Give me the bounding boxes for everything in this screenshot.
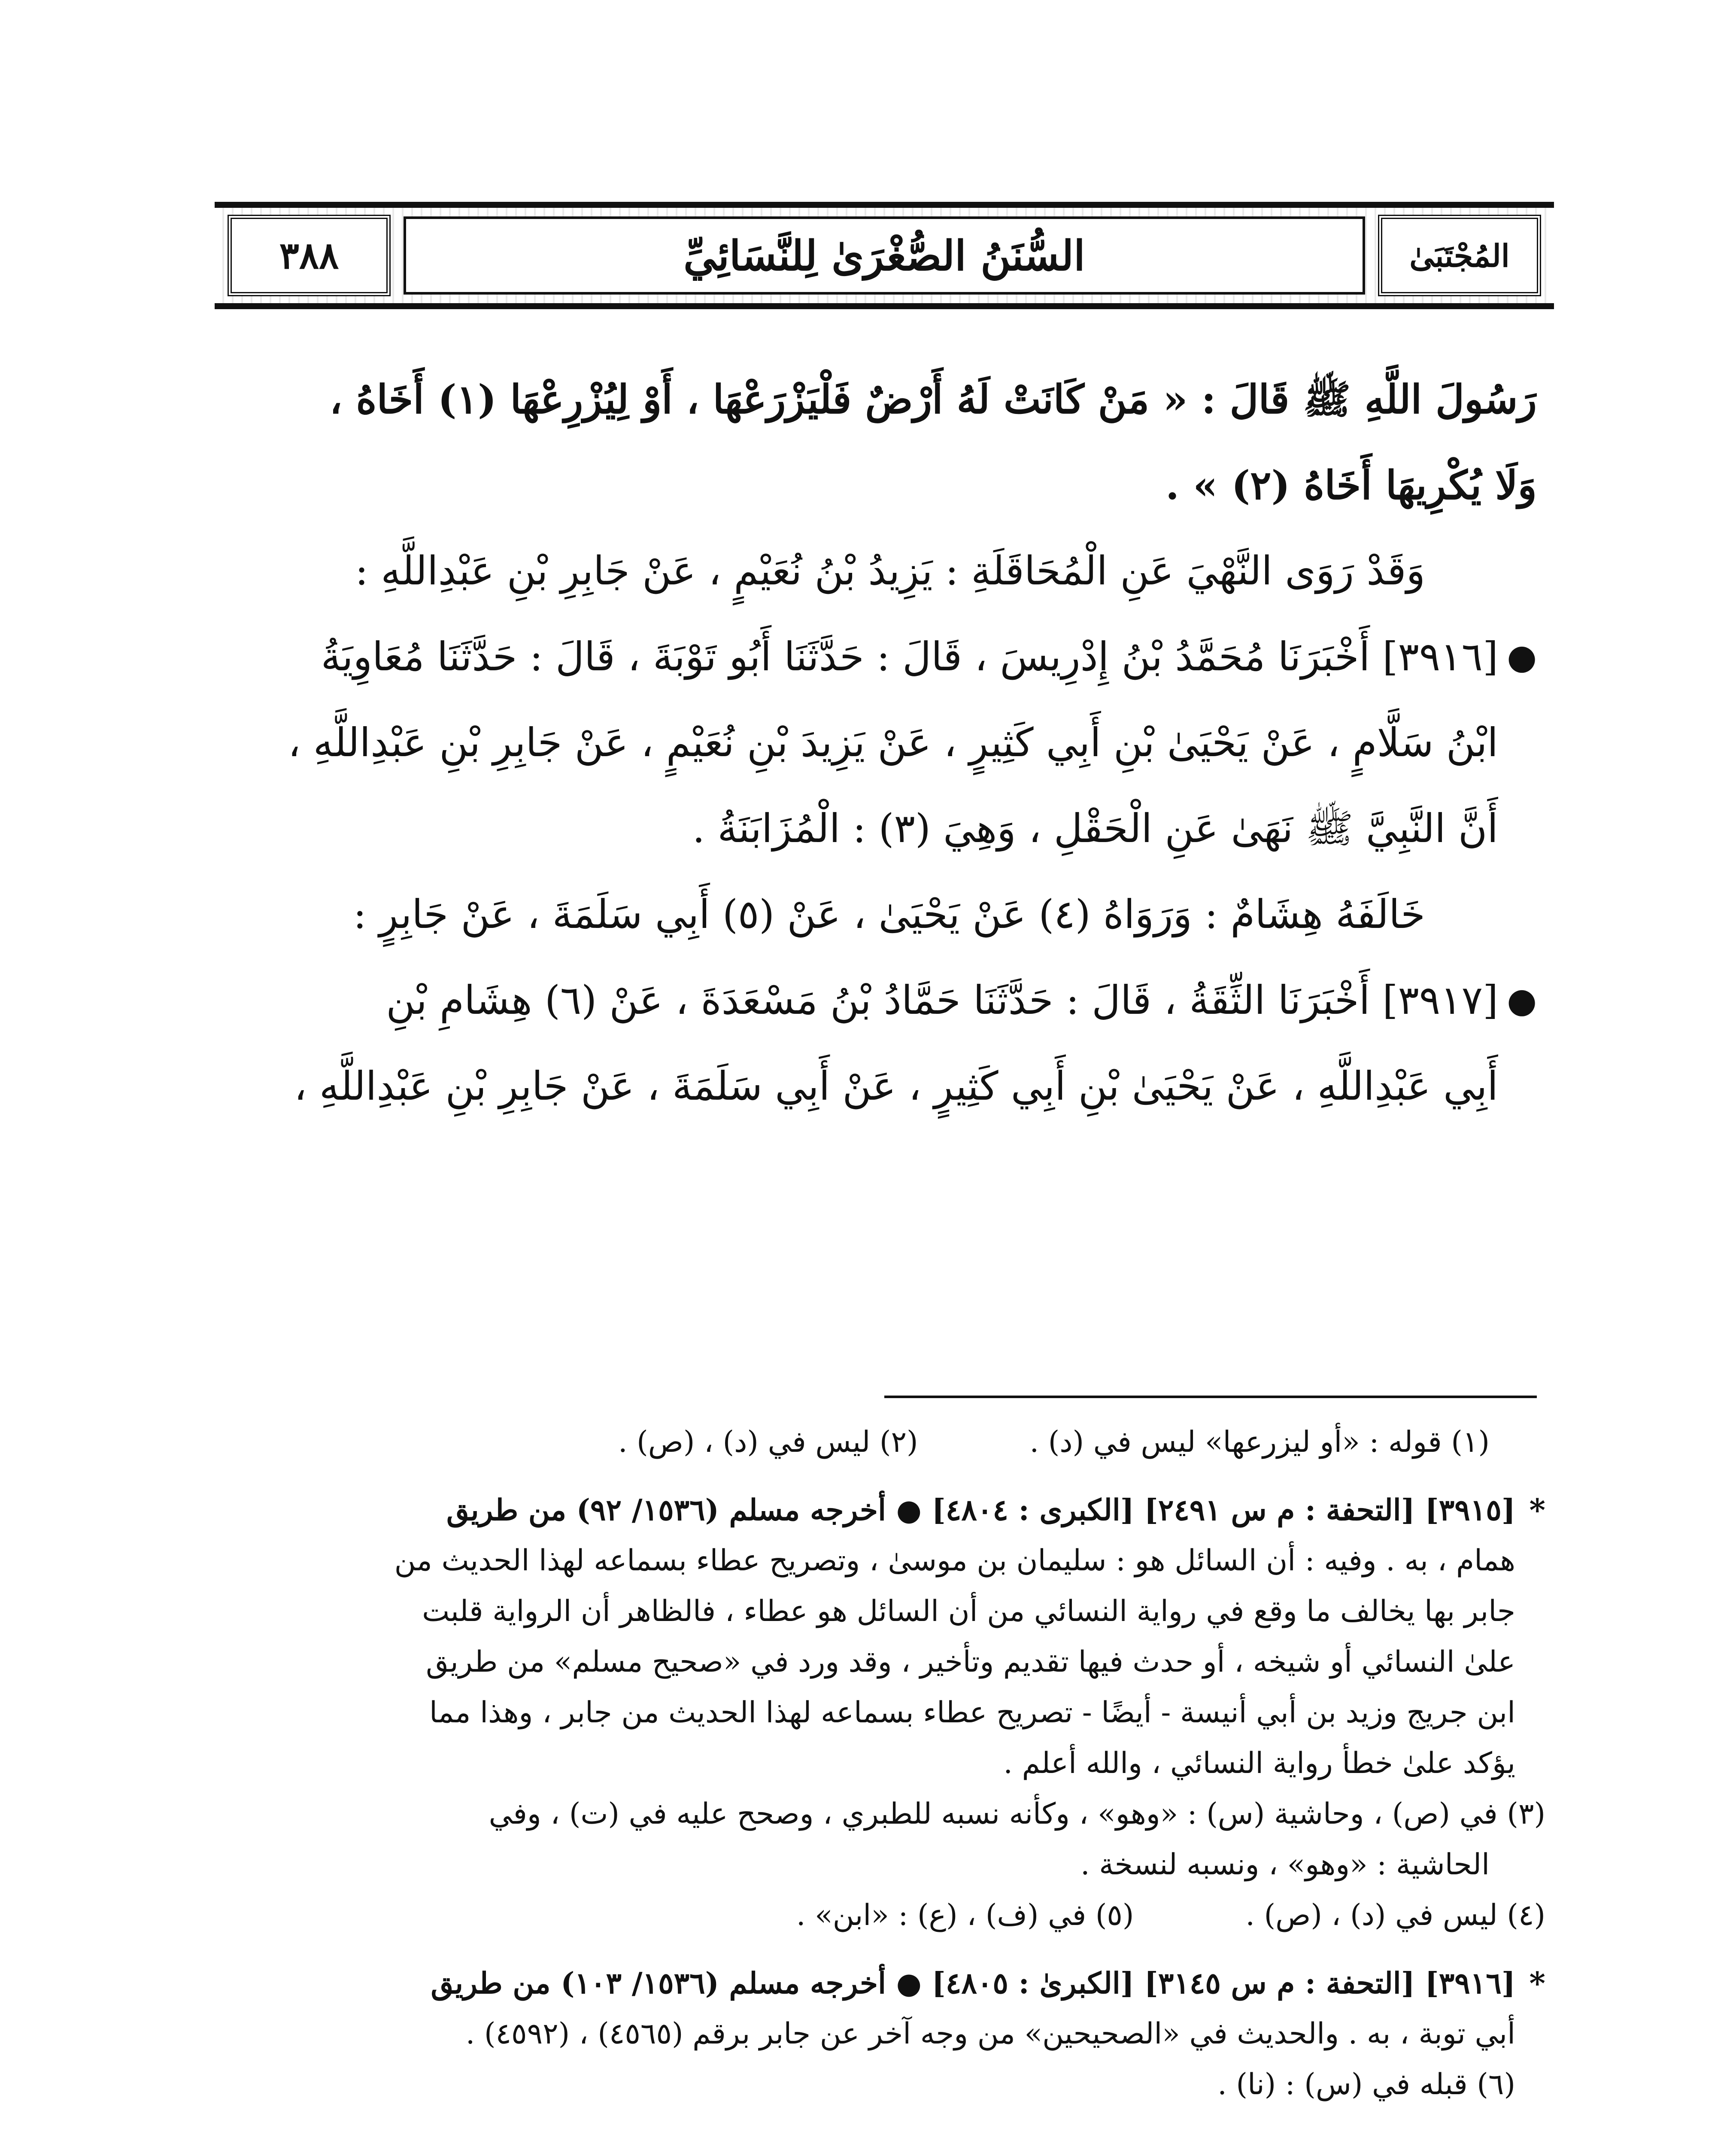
star-icon: * (1529, 1492, 1545, 1528)
hadith-line: ابْنُ سَلَّامٍ ، عَنْ يَحْيَىٰ بْنِ أَبِي كَثِيرٍ ، عَنْ يَزِيدَ بْنِ نُعَيْمٍ ، عَنْ جَابِرِ بْنِ عَبْدِاللَّهِ ، (288, 720, 1498, 766)
running-title (404, 216, 1365, 295)
bullet-icon: ● (1507, 980, 1537, 1020)
footnote-4: (٤) ليس في (د) ، (ص) . (1245, 1898, 1545, 1932)
takhrij-line: [٣٩١٥] [التحفة : م س ٢٤٩١] [الكبرى : ٤٨٠٤] ● أخرجه مسلم (١٥٣٦/ ٩٢) من طريق (446, 1493, 1515, 1527)
takhrij-line: علىٰ النسائي أو شيخه ، أو حدث فيها تقديم وتأخير ، وقد ورد في «صحيح مسلم» من طريق (426, 1645, 1515, 1679)
hadith-3916 (240, 614, 1537, 872)
footnote-5: (٥) في (ف) ، (ع) : «ابن» . (796, 1898, 1134, 1932)
takhrij-line: يؤكد علىٰ خطأ رواية النسائي ، والله أعلم . (1003, 1746, 1515, 1780)
page-number-text: ٣٨٨ (279, 234, 339, 277)
takhrij-line: ابن جريج وزيد بن أبي أنيسة - أيضًا - تصريح عطاء بسماعه لهذا الحديث من جابر ، وهذا مما (429, 1696, 1515, 1730)
footnote-6: (٦) قبله في (س) : (نا) . (1217, 2068, 1515, 2101)
takhrij-line: [٣٩١٦] [التحفة : م س ٣١٤٥] [الكبرىٰ : ٤٨٠٥] ● أخرجه مسلم (١٥٣٦/ ١٠٣) من طريق (431, 1966, 1515, 2001)
transition-line: خَالَفَهُ هِشَامٌ : وَرَوَاهُ (٤) عَنْ يَحْيَىٰ ، عَنْ (٥) أَبِي سَلَمَةَ ، عَنْ جَابِرٍ : (353, 891, 1425, 937)
footnote-3: (٣) في (ص) ، وحاشية (س) : «وهو» ، وكأنه نسبه للطبري ، وصحح عليه في (ت) ، وفي (489, 1797, 1545, 1831)
footnote-separator (884, 1396, 1537, 1398)
page-number (228, 215, 391, 296)
footnote-row (223, 1417, 1545, 1468)
star-icon: * (1529, 1965, 1545, 2001)
page-header (215, 202, 1554, 309)
running-title-text: السُّنَنُ الصُّغْرَىٰ لِلنَّسَائِيِّ (683, 231, 1085, 280)
text-line: وَلَا يُكْرِيهَا أَخَاهُ (٢) » . (1165, 462, 1537, 508)
hadith-line: أَنَّ النَّبِيَّ ﷺ نَهَىٰ عَنِ الْحَقْلِ ، وَهِيَ (٣) : الْمُزَابَنَةُ . (692, 806, 1498, 852)
takhrij-3915 (223, 1485, 1545, 1789)
text-line: رَسُولَ اللَّهِ ﷺ قَالَ : « مَنْ كَانَتْ لَهُ أَرْضٌ فَلْيَزْرَعْهَا ، أَوْ لِيُزْرِعْهَا (١) أَخَاهُ ، (329, 376, 1537, 423)
takhrij-3916 (223, 1958, 1545, 2110)
bullet-icon: ● (1507, 637, 1537, 677)
takhrij-line: جابر بها يخالف ما وقع في رواية النسائي من أن السائل هو عطاء ، فالظاهر أن الرواية قلبت (422, 1594, 1515, 1628)
takhrij-line: همام ، به . وفيه : أن السائل هو : سليمان بن موسىٰ ، وتصريح عطاء بسماعه لهذا الحديث من (394, 1544, 1515, 1578)
footnote-3-cont: الحاشية : «وهو» ، ونسبه لنسخة . (1080, 1848, 1490, 1882)
footnote-row (223, 1890, 1545, 1941)
hadith-3917 (240, 958, 1537, 1129)
text-line: وَقَدْ رَوَى النَّهْيَ عَنِ الْمُحَاقَلَةِ : يَزِيدُ بْنُ نُعَيْمٍ ، عَنْ جَابِرِ بْنِ عَبْدِاللَّهِ : (355, 548, 1425, 594)
hadith-line: أَبِي عَبْدِاللَّهِ ، عَنْ يَحْيَىٰ بْنِ أَبِي كَثِيرٍ ، عَنْ أَبِي سَلَمَةَ ، عَنْ جَابِرِ بْنِ عَبْدِاللَّهِ ، (294, 1063, 1498, 1109)
hadith-line: [٣٩١٦] أَخْبَرَنَا مُحَمَّدُ بْنُ إِدْرِيسَ ، قَالَ : حَدَّثَنَا أَبُو تَوْبَةَ ، قَالَ : حَدَّثَنَا مُعَاوِيَةُ (321, 634, 1498, 680)
footnote-2: (٢) ليس في (د) ، (ص) . (618, 1425, 918, 1459)
footnotes (223, 1417, 1545, 2110)
book-logo-ornament (1378, 215, 1541, 296)
book-logo-text: المُجْتَبَىٰ (1409, 237, 1510, 274)
footnote-1: (١) قوله : «أو ليزرعها» ليس في (د) . (1029, 1425, 1490, 1459)
hadith-line: [٣٩١٧] أَخْبَرَنَا الثِّقَةُ ، قَالَ : حَدَّثَنَا حَمَّادُ بْنُ مَسْعَدَةَ ، عَنْ (٦) هِشَامِ بْنِ (386, 977, 1498, 1023)
main-text (240, 356, 1537, 1129)
takhrij-line: أبي توبة ، به . والحديث في «الصحيحين» من وجه آخر عن جابر برقم (٤٥٦٥) ، (٤٥٩٢) . (465, 2017, 1515, 2051)
